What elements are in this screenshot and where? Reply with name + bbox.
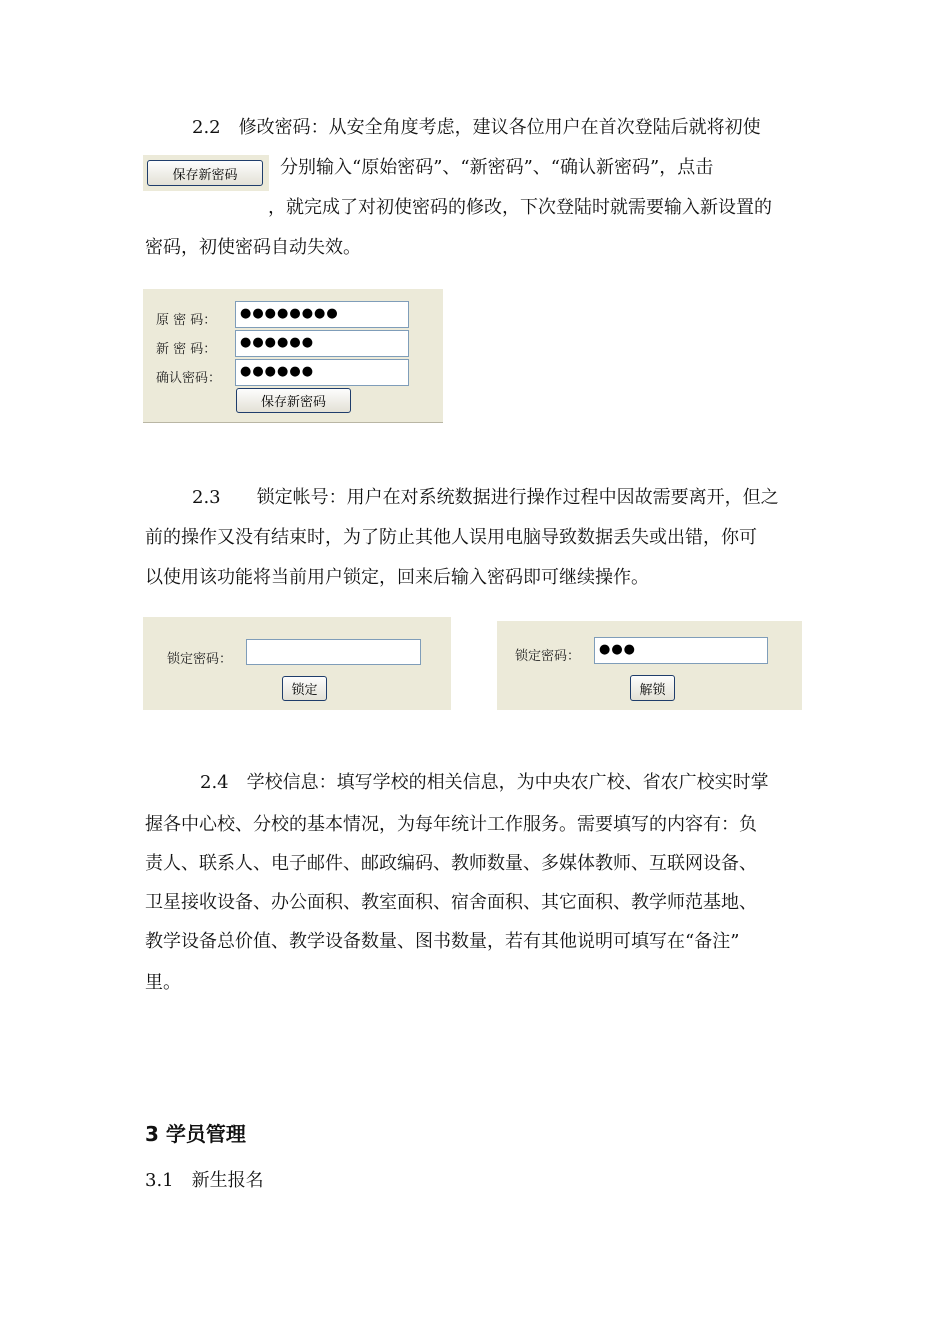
change-password-panel — [143, 289, 443, 423]
confirm-password-label: 确认密码： — [156, 371, 222, 386]
inline-save-button-panel — [143, 155, 269, 191]
unlock-password-field[interactable]: ●●● — [594, 637, 768, 664]
section3-heading: 3 学员管理 — [145, 1122, 246, 1146]
unlock-password-label: 锁定密码： — [515, 649, 581, 664]
inline-save-button[interactable]: 保存新密码 — [147, 160, 263, 186]
sec22-line3: ，就完成了对初使密码的修改，下次登陆时就需要输入新设置的 — [268, 197, 772, 218]
lock-password-field[interactable] — [246, 639, 421, 665]
sec24-line5: 教学设备总价值、教学设备数量、图书数量，若有其他说明可填写在“备注” — [145, 931, 740, 952]
unlock-panel — [497, 621, 802, 710]
sec24-line3: 责人、联系人、电子邮件、邮政编码、教师数量、多媒体教师、互联网设备、 — [145, 853, 757, 874]
original-password-field[interactable]: ●●●●●●●● — [235, 301, 409, 328]
sec24-line6: 里。 — [145, 972, 181, 993]
new-password-field[interactable]: ●●●●●● — [235, 330, 409, 357]
lock-panel — [143, 617, 451, 710]
save-new-password-button[interactable]: 保存新密码 — [236, 388, 351, 413]
section31-subheading: 3.1 新生报名 — [145, 1170, 264, 1191]
new-password-label: 新 密 码： — [156, 342, 217, 357]
confirm-password-field[interactable]: ●●●●●● — [235, 359, 409, 386]
lock-password-label: 锁定密码： — [167, 652, 233, 667]
sec22-line4: 密码，初使密码自动失效。 — [145, 237, 361, 258]
sec22-line2: 分别输入“原始密码”、“新密码”、“确认新密码”，点击 — [280, 157, 714, 178]
original-password-label: 原 密 码： — [156, 313, 217, 328]
sec24-line1: 2.4 学校信息：填写学校的相关信息，为中央农广校、省农广校实时掌 — [200, 772, 769, 793]
sec23-line2: 前的操作又没有结束时，为了防止其他人误用电脑导致数据丢失或出错，你可 — [145, 527, 757, 548]
sec23-line3: 以使用该功能将当前用户锁定，回来后输入密码即可继续操作。 — [145, 567, 649, 588]
sec24-line2: 握各中心校、分校的基本情况，为每年统计工作服务。需要填写的内容有：负 — [145, 814, 757, 835]
unlock-button[interactable]: 解锁 — [630, 675, 675, 701]
sec24-line4: 卫星接收设备、办公面积、教室面积、宿舍面积、其它面积、教学师范基地、 — [145, 892, 757, 913]
sec22-line1: 2.2 修改密码：从安全角度考虑，建议各位用户在首次登陆后就将初使 — [192, 117, 761, 138]
sec23-line1: 2.3 锁定帐号：用户在对系统数据进行操作过程中因故需要离开，但之 — [192, 487, 779, 508]
lock-button[interactable]: 锁定 — [282, 676, 327, 701]
